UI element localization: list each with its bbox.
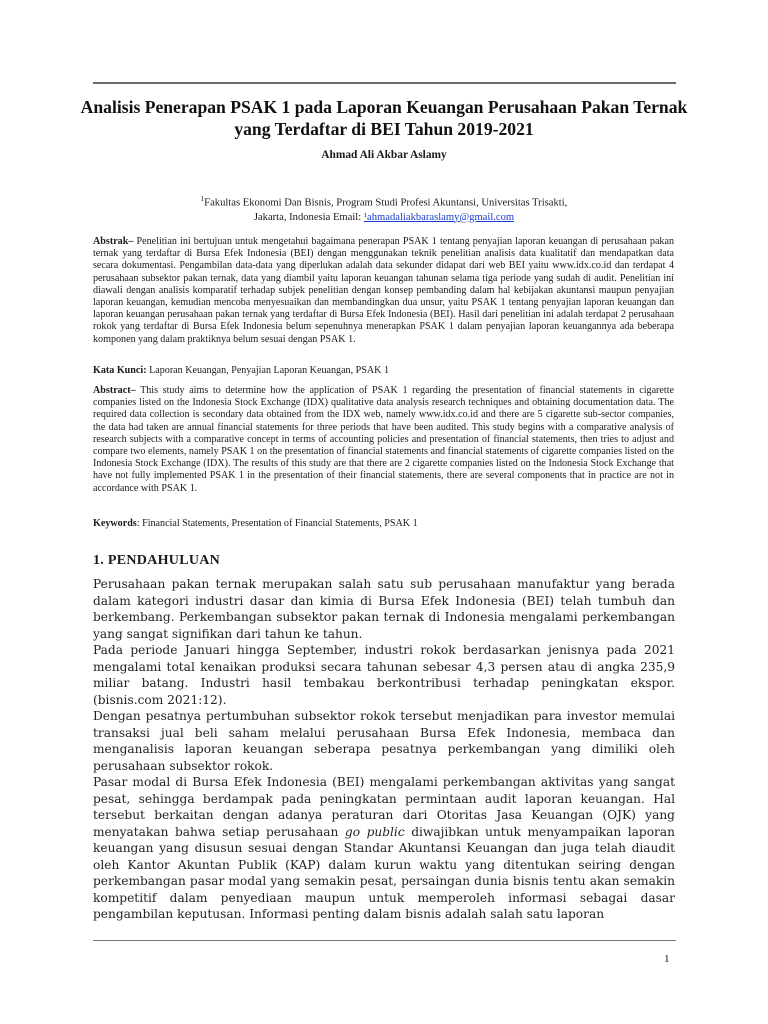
body-paragraph-2: Pada periode Januari hingga September, industri rokok berdasarkan jenisnya pada 2021 mengalami total kenaikan produksi secara tahunan sebesar 4,3 persen atau di angka 235,9 miliar batang. Industri hasil tembakau berkontribusi terhadap peningkatan ekspor. (bisnis.com 2021:12). — [93, 643, 675, 707]
author-name: Ahmad Ali Akbar Aslamy — [321, 149, 447, 161]
abstrak-text: Penelitian ini bertujuan untuk mengetahui bagaimana penerapan PSAK 1 tentang penyajian laporan keuangan di perusahaan pakan ternak yang terdaftar di Bursa Efek Indonesia (BEI) dengan menggunakan teknik penelitian analisis data kualitatif dan mendapatkan data secara dokumentasi. Pengambilan data-data yang diperlukan adalah data sekunder didapat dari web BEI yaitu www.idx.co.id dan terdapat 4 perusahaan subsektor pakan ternak, data yang diambil yaitu laporan keuangan tahunan selama tiga periode yang sudah di audit. Penelitian ini diawali dengan analisis komparatif terhadap subjek penelitian dengan konsep pembanding dalam hal kebijakan akuntansi maupun penyajian laporan keuangan, kemudian mencoba menyesuaikan dan membandingkan dua unsur, yaitu PSAK 1 tentang penyajian laporan keuangan dan laporan keuangan perusahaan pakan ternak yang terdaftar di Bursa Efek Indonesia (BEI). Hasil dari penelitian ini adalah terdapat 2 perusahaan rokok yang terdaftar di Bursa Efek Indonesia belum sepenuhnya menerapkan PSAK 1 dalam penyajian laporan keuangannya ada beberapa komponen yang dalam praktiknya belum sesuai dengan PSAK 1. — [93, 236, 674, 345]
keywords-text: : Financial Statements, Presentation of Financial Statements, PSAK 1 — [136, 518, 418, 529]
affiliation-sup: 1 — [200, 195, 205, 203]
section-heading: 1. PENDAHULUAN — [93, 553, 221, 568]
footer-rule — [93, 940, 676, 941]
kata-kunci-label: Kata Kunci: — [93, 365, 147, 376]
paper-title: Analisis Penerapan PSAK 1 pada Laporan Keuangan Perusahaan Pakan Ternak yang Terdaftar di BEI Tahun 2019-2021 — [80, 97, 688, 139]
abstract-dash: – — [130, 385, 136, 396]
abstract-text: This study aims to determine how the application of PSAK 1 regarding the presentation of financial statements in cigarette companies listed on the Indonesia Stock Exchange (IDX) qualitative data analysis research techniques and obtaining documentation data. The required data collection is secondary data obtained from the IDX web, namely www.idx.co.id and there are 5 cigarette sub-sector companies, the data had taken are annual financial statements for three periods that have been audited. This study begins with a comparative analysis of research subjects with a comparative concept in terms of accounting policies and presentation of financial statements, then tries to adjust and compare two elements, namely PSAK 1 on the presentation of financial statements and financial statements of cigarette companies listed on the Indonesia Stock Exchange (IDX). The results of this study are that there are 2 cigarette companies listed on the Indonesia Stock Exchange that have not fully implemented PSAK 1 in the presentation of their financial statements, there are several components that in practice are not in accordance with PSAK 1. — [93, 385, 674, 494]
abstrak-label: Abstrak — [93, 236, 129, 247]
abstrak-dash: – — [128, 236, 134, 247]
header-rule — [93, 82, 676, 84]
body-paragraph-4a: Pasar modal di Bursa Efek Indonesia (BEI) mengalami perkembangan aktivitas yang sangat pesat, sehingga berdampak pada peningkatan permintaan audit laporan keuangan. Hal tersebut berkaitan dengan adanya peraturan dari Otoritas Jasa Keuangan (OJK) yang menyatakan bahwa setiap perusahaan — [93, 775, 675, 839]
page-number: 1 — [664, 953, 670, 965]
body-paragraph-4b: diwajibkan untuk menyampaikan laporan keuangan yang disusun sesuai dengan Standar Akuntansi Keuangan dan juga telah diaudit oleh Kantor Akuntan Publik (KAP) dalam kurun waktu yang ditentukan seiring dengan perkembangan pasar modal yang semakin pesat, persaingan dunia bisnis tentu akan semakin kompetitif dalam penyediaan maupun untuk memperoleh informasi sebagai dasar pengambilan keputusan. Informasi penting dalam bisnis adalah salah satu laporan — [93, 824, 676, 921]
body-paragraph-1: Perusahaan pakan ternak merupakan salah satu sub perusahaan manufaktur yang berada dalam kategori industri dasar dan kimia di Bursa Efek Indonesia (BEI) telah tumbuh dan berkembang. Perkembangan subsektor pakan ternak di Indonesia mengalami perkembangan yang sangat signifikan dari tahun ke tahun. — [93, 577, 675, 641]
kata-kunci — [93, 365, 674, 377]
affiliation-line1: Fakultas Ekonomi Dan Bisnis, Program Studi Profesi Akuntansi, Universitas Trisakti, — [204, 197, 568, 209]
abstrak-paragraph — [93, 236, 674, 346]
affiliation-line2: Jakarta, Indonesia Email: — [253, 211, 364, 223]
body-paragraph-4 — [93, 774, 675, 923]
body-paragraph-3: Dengan pesatnya pertumbuhan subsektor rokok tersebut menjadikan para investor memulai transaksi jual beli saham melalui perusahaan Bursa Efek Indonesia, membaca dan menganalisis laporan keuangan seberapa pesatnya perkembangan yang dimiliki oleh perusahaan subsektor rokok. — [93, 709, 675, 773]
affiliation — [80, 192, 688, 225]
go-public-term: go public — [344, 824, 405, 839]
keywords — [93, 518, 674, 530]
section-body — [93, 576, 675, 923]
kata-kunci-text: Laporan Keuangan, Penyajian Laporan Keuangan, PSAK 1 — [146, 365, 390, 376]
abstract-paragraph — [93, 385, 674, 495]
email-link[interactable]: ¹ahmadaliakbaraslamy@gmail.com — [363, 211, 515, 223]
keywords-label: Keywords — [93, 518, 137, 529]
abstract-label: Abstract — [93, 385, 131, 396]
